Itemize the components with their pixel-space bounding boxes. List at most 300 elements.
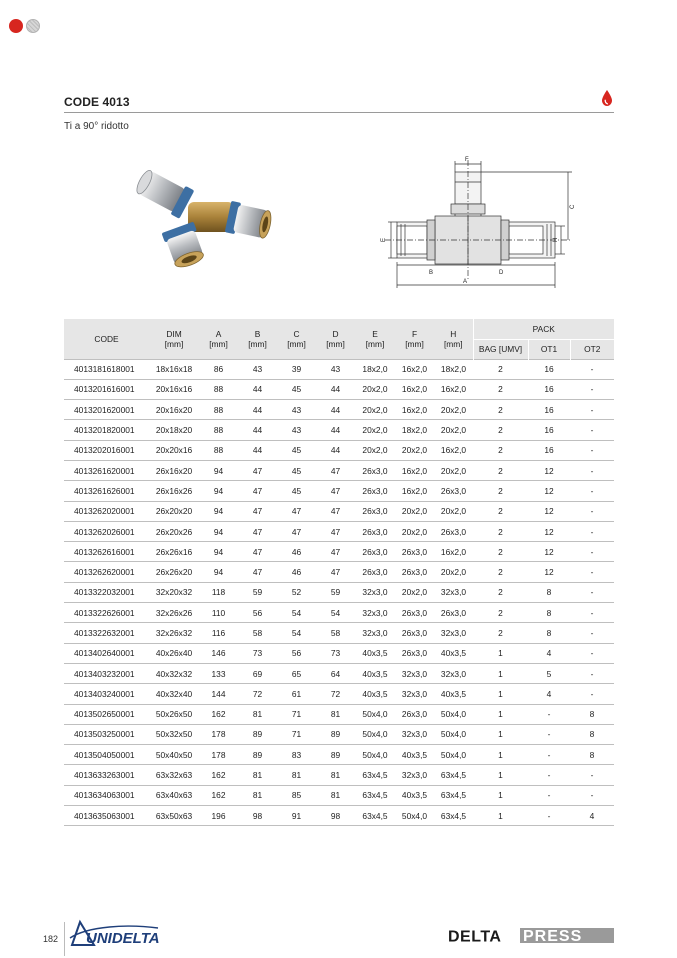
drawing-label-c: C xyxy=(570,204,576,209)
cell-b: 47 xyxy=(238,562,277,582)
cell-ot2: - xyxy=(570,663,614,683)
cell-d: 47 xyxy=(316,481,355,501)
page-indicators xyxy=(9,19,40,33)
cell-b: 81 xyxy=(238,704,277,724)
cell-b: 89 xyxy=(238,745,277,765)
cell-c: 47 xyxy=(277,501,316,521)
col-header-f: F [mm] xyxy=(395,319,434,359)
table-row xyxy=(64,440,614,460)
page-number: 182 xyxy=(43,934,59,944)
cell-code: 4013635063001 xyxy=(64,806,149,826)
cell-a: 116 xyxy=(199,623,238,643)
cell-d: 54 xyxy=(316,603,355,623)
cell-c: 85 xyxy=(277,785,316,805)
table-body xyxy=(64,359,614,826)
cell-e: 50x4,0 xyxy=(355,724,395,744)
cell-dim: 26x16x20 xyxy=(149,460,199,480)
cell-c: 43 xyxy=(277,400,316,420)
col-header-c: C [mm] xyxy=(277,319,316,359)
cell-dim: 20x18x20 xyxy=(149,420,199,440)
cell-d: 81 xyxy=(316,704,355,724)
cell-f: 32x3,0 xyxy=(395,765,434,785)
cell-c: 71 xyxy=(277,704,316,724)
cell-ot1: 8 xyxy=(528,582,570,602)
cell-c: 54 xyxy=(277,623,316,643)
cell-ot1: 4 xyxy=(528,684,570,704)
cell-dim: 63x40x63 xyxy=(149,785,199,805)
cell-ot2: 4 xyxy=(570,806,614,826)
cell-b: 98 xyxy=(238,806,277,826)
cell-e: 40x3,5 xyxy=(355,643,395,663)
cell-bag: 1 xyxy=(473,806,528,826)
cell-f: 16x2,0 xyxy=(395,481,434,501)
cell-c: 61 xyxy=(277,684,316,704)
cell-c: 45 xyxy=(277,460,316,480)
cell-ot1: 12 xyxy=(528,542,570,562)
cell-code: 4013202016001 xyxy=(64,440,149,460)
cell-dim: 20x16x16 xyxy=(149,379,199,399)
table-row xyxy=(64,806,614,826)
cell-b: 47 xyxy=(238,501,277,521)
cell-bag: 2 xyxy=(473,521,528,541)
cell-dim: 20x20x16 xyxy=(149,440,199,460)
cell-a: 162 xyxy=(199,704,238,724)
cell-a: 196 xyxy=(199,806,238,826)
cell-bag: 2 xyxy=(473,562,528,582)
cell-bag: 2 xyxy=(473,420,528,440)
cell-h: 18x2,0 xyxy=(434,359,473,379)
cell-e: 20x2,0 xyxy=(355,379,395,399)
cell-f: 20x2,0 xyxy=(395,521,434,541)
cell-h: 16x2,0 xyxy=(434,542,473,562)
col-header-d: D [mm] xyxy=(316,319,355,359)
cell-c: 54 xyxy=(277,603,316,623)
cell-bag: 1 xyxy=(473,745,528,765)
cell-c: 45 xyxy=(277,481,316,501)
cell-h: 16x2,0 xyxy=(434,379,473,399)
cell-d: 47 xyxy=(316,562,355,582)
cell-ot2: 8 xyxy=(570,704,614,724)
cell-b: 73 xyxy=(238,643,277,663)
cell-f: 20x2,0 xyxy=(395,440,434,460)
product-photo xyxy=(130,168,280,273)
cell-ot1: 12 xyxy=(528,501,570,521)
cell-bag: 1 xyxy=(473,684,528,704)
cell-bag: 2 xyxy=(473,481,528,501)
table-row xyxy=(64,481,614,501)
cell-ot1: 12 xyxy=(528,460,570,480)
cell-b: 81 xyxy=(238,765,277,785)
cell-f: 50x4,0 xyxy=(395,806,434,826)
cell-h: 26x3,0 xyxy=(434,521,473,541)
col-header-ot2: OT2 xyxy=(570,339,614,359)
cell-h: 26x3,0 xyxy=(434,603,473,623)
cell-ot2: - xyxy=(570,765,614,785)
cell-ot2: - xyxy=(570,785,614,805)
table-row xyxy=(64,704,614,724)
cell-e: 50x4,0 xyxy=(355,745,395,765)
cell-b: 43 xyxy=(238,359,277,379)
drawing-label-e: E xyxy=(381,237,387,242)
cell-bag: 2 xyxy=(473,359,528,379)
cell-a: 88 xyxy=(199,440,238,460)
cell-dim: 32x26x32 xyxy=(149,623,199,643)
cell-code: 4013262620001 xyxy=(64,562,149,582)
cell-code: 4013403232001 xyxy=(64,663,149,683)
cell-f: 16x2,0 xyxy=(395,359,434,379)
cell-code: 4013322626001 xyxy=(64,603,149,623)
cell-e: 63x4,5 xyxy=(355,765,395,785)
cell-dim: 40x26x40 xyxy=(149,643,199,663)
cell-f: 26x3,0 xyxy=(395,562,434,582)
cell-e: 32x3,0 xyxy=(355,623,395,643)
cell-bag: 1 xyxy=(473,785,528,805)
cell-c: 39 xyxy=(277,359,316,379)
cell-code: 4013201620001 xyxy=(64,400,149,420)
deltapress-logo xyxy=(448,927,614,944)
cell-ot2: - xyxy=(570,440,614,460)
cell-d: 47 xyxy=(316,521,355,541)
col-header-bag: BAG [UMV] xyxy=(473,339,528,359)
cell-f: 40x3,5 xyxy=(395,745,434,765)
grey-dot-icon xyxy=(26,19,40,33)
cell-a: 88 xyxy=(199,400,238,420)
cell-d: 47 xyxy=(316,542,355,562)
cell-bag: 2 xyxy=(473,501,528,521)
red-dot-icon xyxy=(9,19,23,33)
cell-ot1: 5 xyxy=(528,663,570,683)
cell-e: 26x3,0 xyxy=(355,521,395,541)
cell-e: 26x3,0 xyxy=(355,542,395,562)
cell-e: 63x4,5 xyxy=(355,785,395,805)
cell-h: 20x2,0 xyxy=(434,501,473,521)
table-row xyxy=(64,663,614,683)
cell-c: 46 xyxy=(277,562,316,582)
cell-code: 4013402640001 xyxy=(64,643,149,663)
footer-divider xyxy=(64,922,65,956)
cell-bag: 2 xyxy=(473,582,528,602)
cell-ot2: - xyxy=(570,562,614,582)
cell-bag: 1 xyxy=(473,663,528,683)
cell-e: 20x2,0 xyxy=(355,420,395,440)
cell-h: 20x2,0 xyxy=(434,400,473,420)
cell-h: 40x3,5 xyxy=(434,643,473,663)
cell-dim: 20x16x20 xyxy=(149,400,199,420)
cell-b: 72 xyxy=(238,684,277,704)
cell-a: 133 xyxy=(199,663,238,683)
cell-ot2: - xyxy=(570,420,614,440)
cell-a: 94 xyxy=(199,501,238,521)
cell-h: 26x3,0 xyxy=(434,481,473,501)
cell-dim: 26x26x16 xyxy=(149,542,199,562)
cell-code: 4013504050001 xyxy=(64,745,149,765)
cell-a: 118 xyxy=(199,582,238,602)
product-subtitle: Ti a 90° ridotto xyxy=(64,121,129,132)
cell-bag: 1 xyxy=(473,643,528,663)
cell-b: 44 xyxy=(238,440,277,460)
cell-a: 94 xyxy=(199,521,238,541)
cell-d: 44 xyxy=(316,400,355,420)
cell-b: 44 xyxy=(238,379,277,399)
cell-e: 40x3,5 xyxy=(355,684,395,704)
cell-c: 81 xyxy=(277,765,316,785)
cell-d: 72 xyxy=(316,684,355,704)
cell-d: 44 xyxy=(316,440,355,460)
cell-d: 44 xyxy=(316,420,355,440)
cell-d: 43 xyxy=(316,359,355,379)
cell-ot2: - xyxy=(570,521,614,541)
cell-c: 65 xyxy=(277,663,316,683)
cell-f: 16x2,0 xyxy=(395,379,434,399)
unidelta-logo xyxy=(68,918,213,948)
col-header-b: B [mm] xyxy=(238,319,277,359)
cell-e: 26x3,0 xyxy=(355,501,395,521)
table-header-row xyxy=(64,319,614,339)
technical-drawing xyxy=(375,152,585,292)
cell-dim: 26x26x20 xyxy=(149,562,199,582)
cell-ot1: 16 xyxy=(528,440,570,460)
cell-b: 47 xyxy=(238,481,277,501)
cell-bag: 1 xyxy=(473,724,528,744)
cell-e: 26x3,0 xyxy=(355,562,395,582)
cell-d: 58 xyxy=(316,623,355,643)
cell-ot1: 12 xyxy=(528,562,570,582)
cell-a: 94 xyxy=(199,460,238,480)
cell-ot2: - xyxy=(570,542,614,562)
cell-bag: 2 xyxy=(473,623,528,643)
cell-a: 144 xyxy=(199,684,238,704)
table-row xyxy=(64,562,614,582)
cell-h: 50x4,0 xyxy=(434,724,473,744)
cell-e: 32x3,0 xyxy=(355,582,395,602)
cell-ot1: 8 xyxy=(528,623,570,643)
cell-ot1: 16 xyxy=(528,420,570,440)
table-row xyxy=(64,582,614,602)
cell-b: 59 xyxy=(238,582,277,602)
cell-d: 89 xyxy=(316,745,355,765)
cell-dim: 40x32x32 xyxy=(149,663,199,683)
cell-ot1: 12 xyxy=(528,481,570,501)
cell-ot1: - xyxy=(528,724,570,744)
cell-h: 50x4,0 xyxy=(434,704,473,724)
cell-bag: 1 xyxy=(473,704,528,724)
cell-h: 63x4,5 xyxy=(434,806,473,826)
cell-d: 89 xyxy=(316,724,355,744)
table-row xyxy=(64,623,614,643)
cell-h: 63x4,5 xyxy=(434,765,473,785)
svg-text:UNIDELTA: UNIDELTA xyxy=(86,930,160,947)
cell-f: 20x2,0 xyxy=(395,501,434,521)
col-header-e: E [mm] xyxy=(355,319,395,359)
product-table xyxy=(64,319,614,826)
cell-a: 178 xyxy=(199,724,238,744)
cell-dim: 63x32x63 xyxy=(149,765,199,785)
cell-d: 47 xyxy=(316,460,355,480)
cell-dim: 63x50x63 xyxy=(149,806,199,826)
cell-dim: 26x20x20 xyxy=(149,501,199,521)
cell-d: 44 xyxy=(316,379,355,399)
cell-ot2: - xyxy=(570,684,614,704)
cell-dim: 26x16x26 xyxy=(149,481,199,501)
col-header-h: H [mm] xyxy=(434,319,473,359)
table-row xyxy=(64,643,614,663)
cell-h: 63x4,5 xyxy=(434,785,473,805)
drawing-label-h: H xyxy=(553,237,559,242)
cell-ot1: - xyxy=(528,765,570,785)
cell-code: 4013262026001 xyxy=(64,521,149,541)
table-row xyxy=(64,542,614,562)
cell-b: 89 xyxy=(238,724,277,744)
cell-c: 83 xyxy=(277,745,316,765)
cell-ot2: - xyxy=(570,379,614,399)
cell-f: 32x3,0 xyxy=(395,724,434,744)
cell-b: 44 xyxy=(238,400,277,420)
cell-code: 4013322632001 xyxy=(64,623,149,643)
cell-c: 71 xyxy=(277,724,316,744)
cell-ot1: - xyxy=(528,785,570,805)
table-row xyxy=(64,724,614,744)
table-row xyxy=(64,501,614,521)
cell-code: 4013201616001 xyxy=(64,379,149,399)
cell-c: 52 xyxy=(277,582,316,602)
cell-a: 86 xyxy=(199,359,238,379)
cell-h: 32x3,0 xyxy=(434,582,473,602)
cell-code: 4013634063001 xyxy=(64,785,149,805)
cell-a: 162 xyxy=(199,785,238,805)
cell-f: 26x3,0 xyxy=(395,704,434,724)
cell-dim: 32x26x26 xyxy=(149,603,199,623)
table-row xyxy=(64,379,614,399)
cell-c: 45 xyxy=(277,379,316,399)
cell-bag: 2 xyxy=(473,379,528,399)
cell-ot2: - xyxy=(570,359,614,379)
cell-a: 94 xyxy=(199,481,238,501)
cell-ot2: - xyxy=(570,603,614,623)
cell-a: 110 xyxy=(199,603,238,623)
table-row xyxy=(64,785,614,805)
table-row xyxy=(64,603,614,623)
cell-b: 69 xyxy=(238,663,277,683)
cell-ot2: - xyxy=(570,582,614,602)
cell-e: 20x2,0 xyxy=(355,440,395,460)
cell-a: 162 xyxy=(199,765,238,785)
cell-bag: 1 xyxy=(473,765,528,785)
drawing-label-d: D xyxy=(499,270,504,276)
col-header-dim: DIM [mm] xyxy=(149,319,199,359)
cell-dim: 50x32x50 xyxy=(149,724,199,744)
cell-d: 81 xyxy=(316,765,355,785)
cell-h: 32x3,0 xyxy=(434,623,473,643)
drawing-label-f: F xyxy=(465,157,469,163)
cell-e: 18x2,0 xyxy=(355,359,395,379)
cell-h: 20x2,0 xyxy=(434,420,473,440)
cell-code: 4013181618001 xyxy=(64,359,149,379)
cell-b: 58 xyxy=(238,623,277,643)
cell-e: 26x3,0 xyxy=(355,460,395,480)
cell-a: 94 xyxy=(199,562,238,582)
cell-dim: 18x16x18 xyxy=(149,359,199,379)
cell-e: 26x3,0 xyxy=(355,481,395,501)
table-row xyxy=(64,460,614,480)
cell-c: 56 xyxy=(277,643,316,663)
cell-e: 32x3,0 xyxy=(355,603,395,623)
cell-f: 26x3,0 xyxy=(395,603,434,623)
cell-code: 4013261620001 xyxy=(64,460,149,480)
cell-c: 45 xyxy=(277,440,316,460)
cell-bag: 2 xyxy=(473,460,528,480)
cell-a: 178 xyxy=(199,745,238,765)
cell-dim: 50x26x50 xyxy=(149,704,199,724)
col-header-a: A [mm] xyxy=(199,319,238,359)
svg-text:DELTA: DELTA xyxy=(448,928,502,944)
col-header-pack: PACK xyxy=(473,319,614,339)
cell-code: 4013403240001 xyxy=(64,684,149,704)
table-row xyxy=(64,684,614,704)
cell-b: 47 xyxy=(238,542,277,562)
cell-ot1: 16 xyxy=(528,400,570,420)
cell-code: 4013262020001 xyxy=(64,501,149,521)
cell-f: 26x3,0 xyxy=(395,542,434,562)
cell-f: 16x2,0 xyxy=(395,460,434,480)
cell-a: 146 xyxy=(199,643,238,663)
cell-c: 46 xyxy=(277,542,316,562)
cell-f: 16x2,0 xyxy=(395,400,434,420)
cell-bag: 2 xyxy=(473,542,528,562)
drawing-label-a: A xyxy=(463,279,468,285)
cell-b: 47 xyxy=(238,521,277,541)
cell-dim: 50x40x50 xyxy=(149,745,199,765)
cell-code: 4013633263001 xyxy=(64,765,149,785)
cell-ot1: 4 xyxy=(528,643,570,663)
cell-code: 4013201820001 xyxy=(64,420,149,440)
cell-b: 81 xyxy=(238,785,277,805)
cell-f: 26x3,0 xyxy=(395,643,434,663)
cell-ot2: - xyxy=(570,501,614,521)
cell-d: 59 xyxy=(316,582,355,602)
table-row xyxy=(64,745,614,765)
title-divider xyxy=(64,112,614,113)
cell-e: 40x3,5 xyxy=(355,663,395,683)
col-header-code: CODE xyxy=(64,319,149,359)
cell-ot2: - xyxy=(570,623,614,643)
cell-f: 18x2,0 xyxy=(395,420,434,440)
cell-code: 4013261626001 xyxy=(64,481,149,501)
cell-d: 73 xyxy=(316,643,355,663)
cell-b: 47 xyxy=(238,460,277,480)
cell-code: 4013262616001 xyxy=(64,542,149,562)
product-code-title: CODE 4013 xyxy=(64,95,130,109)
cell-b: 56 xyxy=(238,603,277,623)
col-header-ot1: OT1 xyxy=(528,339,570,359)
svg-text:PRESS: PRESS xyxy=(523,928,583,944)
cell-ot1: - xyxy=(528,704,570,724)
cell-a: 94 xyxy=(199,542,238,562)
table-row xyxy=(64,400,614,420)
cell-ot1: 16 xyxy=(528,359,570,379)
cell-dim: 40x32x40 xyxy=(149,684,199,704)
cell-e: 63x4,5 xyxy=(355,806,395,826)
cell-e: 50x4,0 xyxy=(355,704,395,724)
cell-h: 20x2,0 xyxy=(434,460,473,480)
cell-ot2: - xyxy=(570,643,614,663)
cell-h: 50x4,0 xyxy=(434,745,473,765)
cell-d: 47 xyxy=(316,501,355,521)
cell-e: 20x2,0 xyxy=(355,400,395,420)
table-row xyxy=(64,420,614,440)
cell-ot1: 16 xyxy=(528,379,570,399)
cell-d: 64 xyxy=(316,663,355,683)
cell-f: 40x3,5 xyxy=(395,785,434,805)
